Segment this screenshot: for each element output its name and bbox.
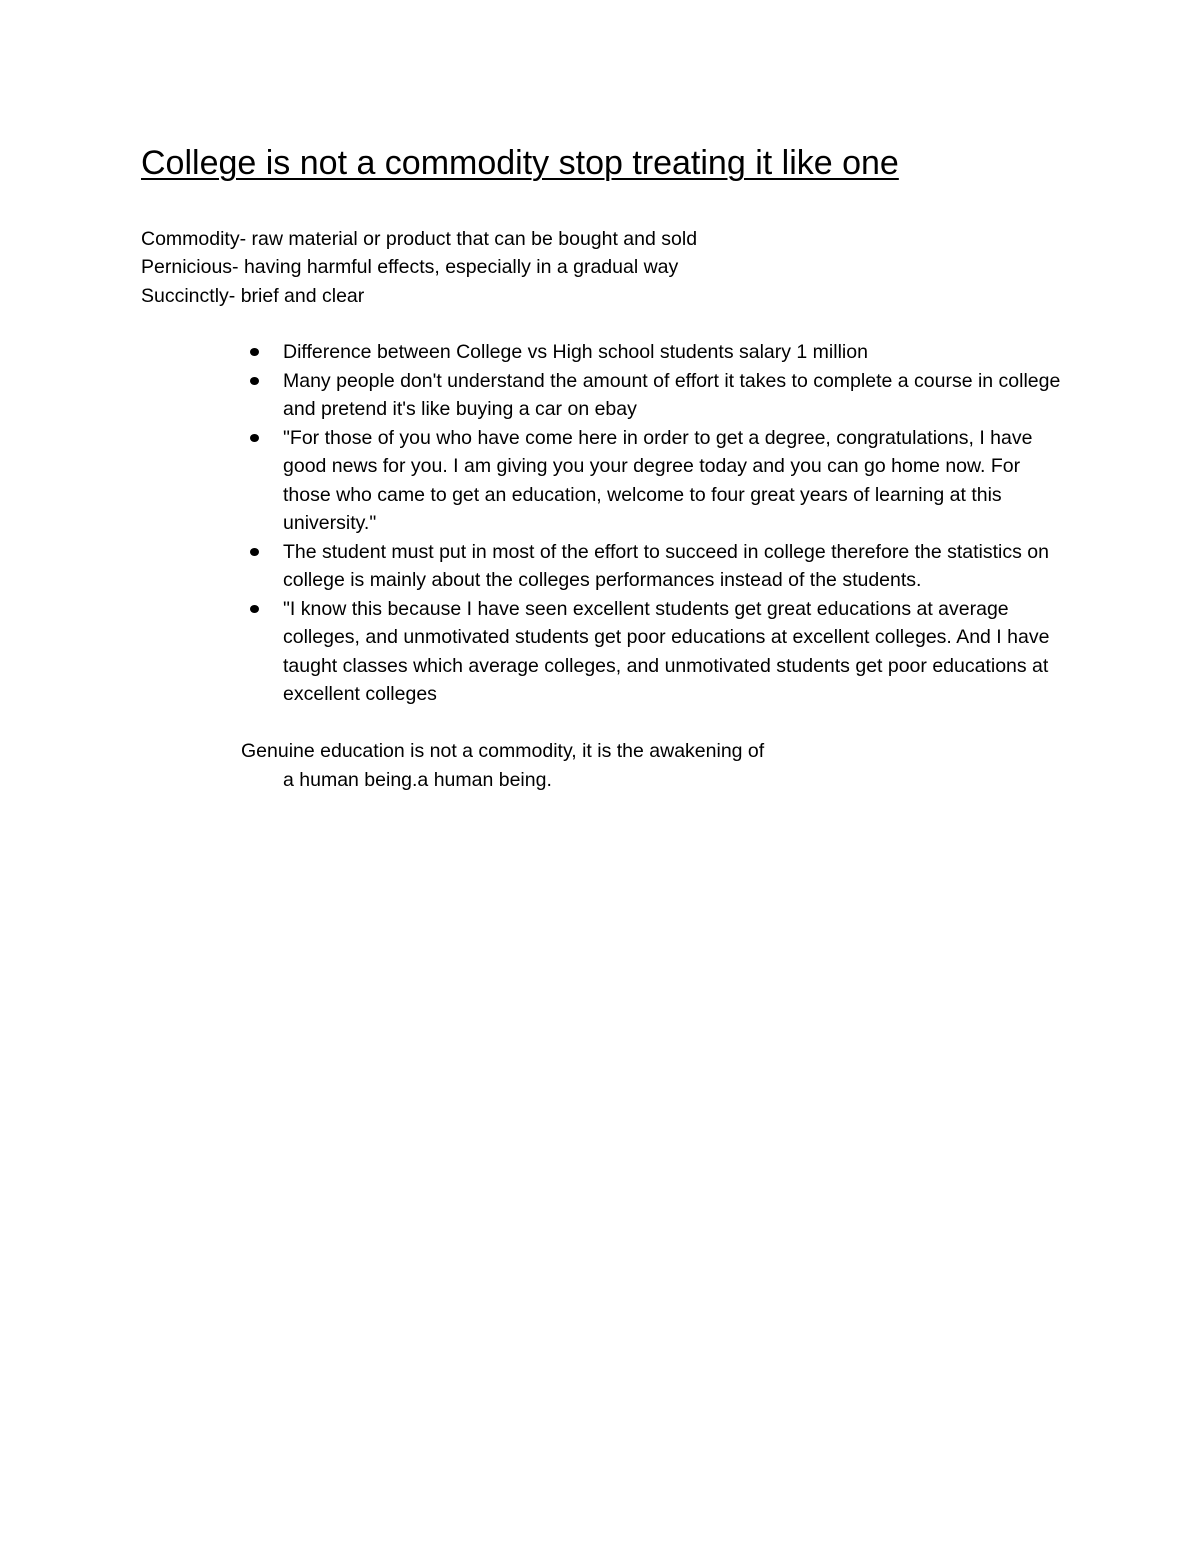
bullet-icon: [250, 434, 259, 442]
definition-pernicious: Pernicious- having harmful effects, especially in a gradual way: [141, 256, 679, 279]
list-item: [283, 595, 1073, 709]
bullet-text: The student must put in most of the effort to succeed in college therefore the statistics on college is mainly about the colleges performances instead of the students.: [283, 540, 1049, 591]
bullet-text: "For those of you who have come here in order to get a degree, congratulations, I have good news for you. I am giving you your degree today and you can go home now. For those who came to get an education, welcome to four great years of learning at this university.": [283, 426, 1033, 534]
bullet-list: [283, 338, 1073, 709]
bullet-icon: [250, 348, 259, 356]
bullet-icon: [250, 605, 259, 613]
definition-succinctly: Succinctly- brief and clear: [141, 284, 365, 307]
closing-statement: [241, 737, 764, 794]
list-item: [283, 538, 1073, 595]
list-item: [283, 367, 1073, 424]
list-item: [283, 424, 1073, 538]
definitions-list: [141, 225, 697, 310]
bullet-text: Difference between College vs High school students salary 1 million: [283, 341, 868, 363]
list-item: [283, 338, 1073, 367]
bullet-icon: [250, 377, 259, 385]
bullet-text: Many people don't understand the amount of effort it takes to complete a course in college and pretend it's like buying a car on ebay: [283, 369, 1061, 420]
page-title: College is not a commodity stop treating it like one: [141, 144, 899, 182]
closing-line-1: Genuine education is not a commodity, it is the awakening of: [241, 740, 765, 762]
definition-commodity: Commodity- raw material or product that can be bought and sold: [141, 228, 698, 250]
closing-line-2: a human being.a human being.: [283, 768, 552, 791]
bullet-icon: [250, 548, 259, 556]
bullet-text: "I know this because I have seen excellent students get great educations at average colleges, and unmotivated students get poor educations at excellent colleges. And I have taught classes which average colleges, and unmotivated students get poor educations at excellent colleges: [283, 597, 1050, 705]
